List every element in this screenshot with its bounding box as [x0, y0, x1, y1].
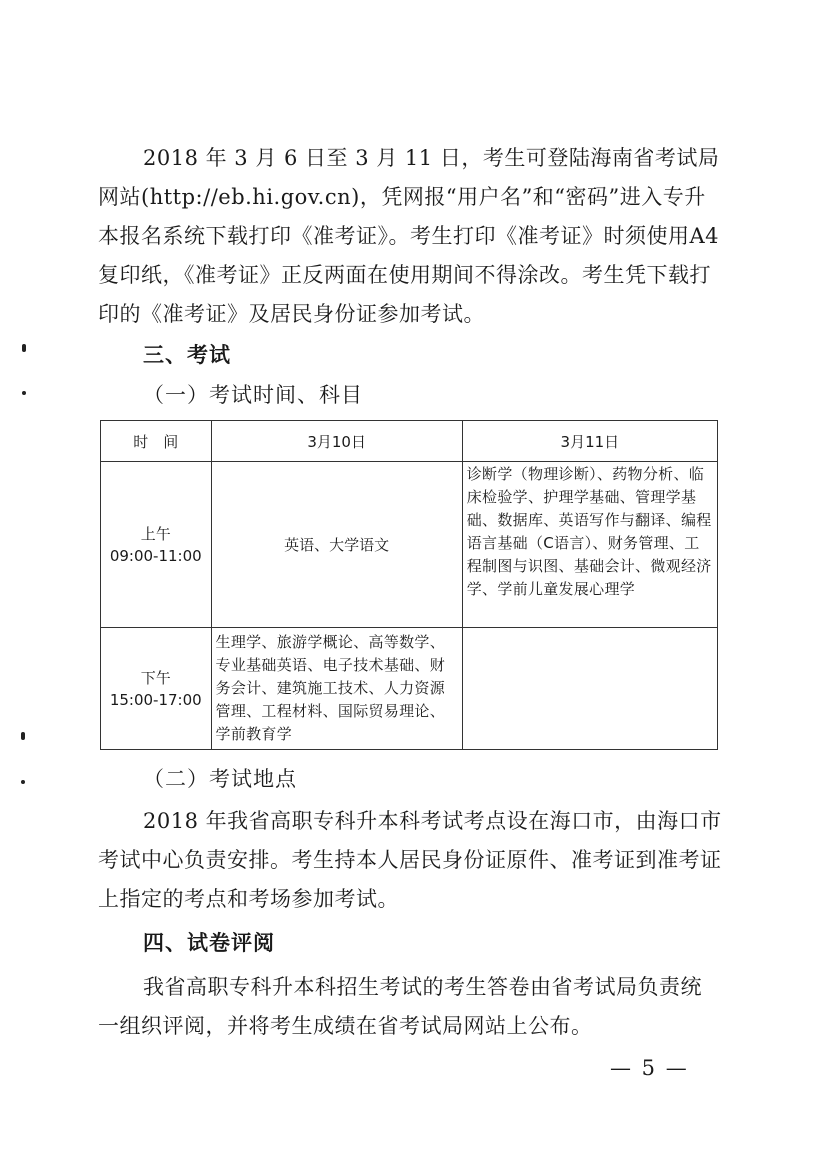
section-heading-review: 四、试卷评阅: [143, 930, 275, 955]
afternoon-hours: 15:00-17:00: [109, 690, 202, 709]
morning-label: 上午: [140, 524, 171, 543]
header-day-march-10: 3月10日: [211, 421, 462, 462]
section-heading-exam: 三、考试: [143, 342, 231, 367]
binding-hole-mark: [21, 732, 25, 740]
header-day-march-11: 3月11日: [462, 421, 717, 462]
page-number: — 5 —: [610, 1056, 689, 1080]
morning-march-10-subjects: 英语、大学语文: [211, 462, 462, 628]
afternoon-time-cell: [101, 628, 212, 750]
table-row-afternoon: [101, 628, 718, 750]
subsection-heading-time-subjects: （一）考试时间、科目: [143, 383, 363, 407]
morning-march-11-subjects: 诊断学（物理诊断）、药物分析、临床检验学、护理学基础、管理学基础、数据库、英语写作与翻译、编程语言基础（C语言）、财务管理、工程制图与识图、基础会计、微观经济学、学前儿童发展心理学: [462, 462, 717, 628]
exam-location-paragraph: 2018 年我省高职专科升本科考试考点设在海口市，由海口市考试中心负责安排。考生持本人居民身份证原件、准考证到准考证上指定的考点和考场参加考试。: [98, 809, 722, 911]
binding-hole-mark: [22, 391, 26, 395]
afternoon-label: 下午: [140, 668, 171, 687]
table-row-morning: [101, 462, 718, 628]
afternoon-march-11-subjects: [462, 628, 717, 750]
admission-ticket-paragraph: 2018 年 3 月 6 日至 3 月 11 日，考生可登陆海南省考试局网站(http://eb.hi.gov.cn)，凭网报“用户名”和“密码”进入专升本报名系统下载打印《准考证》。考生打印《准考证》时须使用A4 复印纸，《准考证》正反两面在使用期间不得涂改。考生凭下载打印的《准考证》及居民身份证参加考试。: [98, 146, 720, 326]
morning-hours: 09:00-11:00: [109, 546, 202, 565]
binding-hole-mark: [22, 344, 26, 352]
afternoon-march-10-subjects: 生理学、旅游学概论、高等数学、专业基础英语、电子技术基础、财务会计、建筑施工技术、人力资源管理、工程材料、国际贸易理论、学前教育学: [211, 628, 462, 750]
subsection-heading-location: （二）考试地点: [143, 767, 297, 791]
review-paragraph: 我省高职专科升本科招生考试的考生答卷由省考试局负责统一组织评阅，并将考生成绩在省考试局网站上公布。: [98, 975, 702, 1038]
table-header-row: [101, 421, 718, 462]
exam-schedule-table: [100, 420, 718, 750]
header-time: 时 间: [101, 421, 212, 462]
morning-time-cell: [101, 462, 212, 628]
binding-hole-mark: [21, 780, 25, 784]
